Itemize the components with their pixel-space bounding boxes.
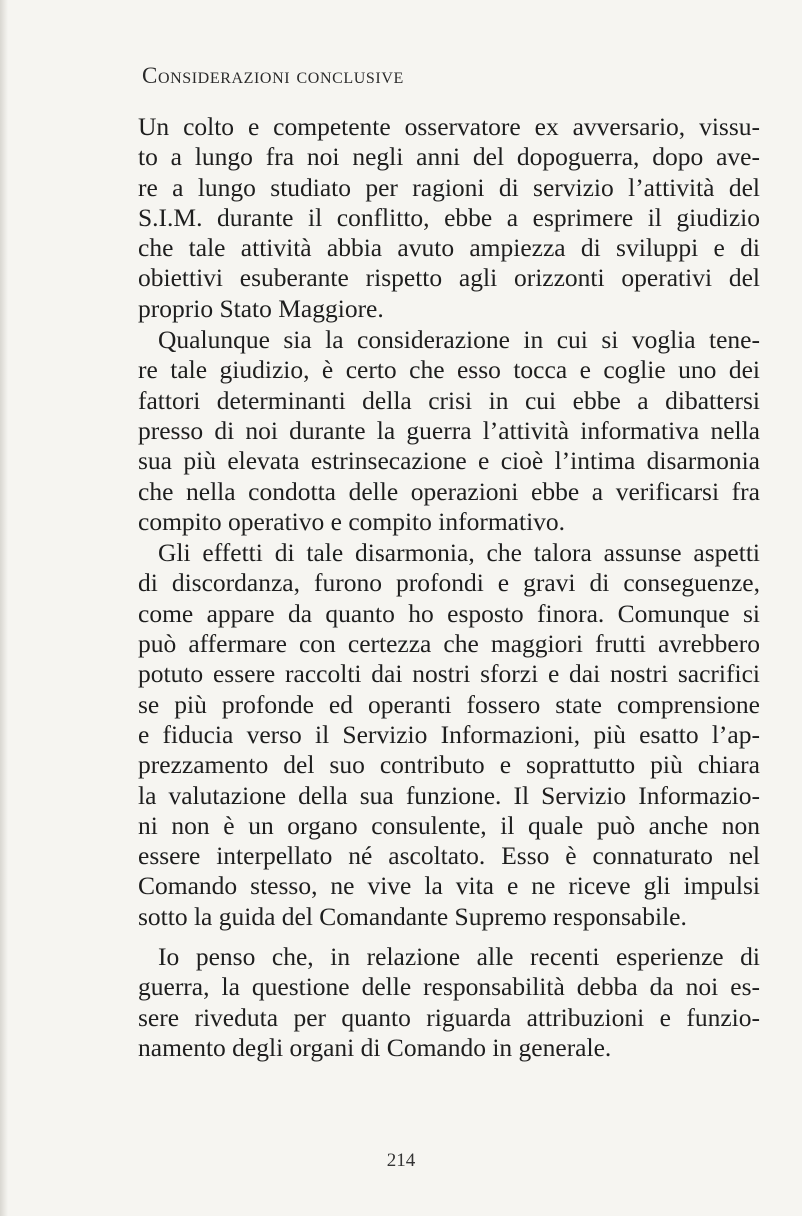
text-line: proprio Stato Maggiore. [138, 293, 384, 323]
page-edge-shadow [0, 0, 8, 1216]
text-line: la valutazione della sua funzione. Il Servizio Informazio- [138, 780, 760, 810]
text-line: Io penso che, in relazione alle recenti esperienze di [158, 942, 760, 972]
text-line: e fiducia verso il Servizio Informazioni, più esatto l’ap- [138, 719, 760, 749]
running-head: Considerazioni conclusive [142, 63, 404, 88]
text-line: come appare da quanto ho esposto finora. Comunque si [138, 598, 760, 628]
text-line: prezzamento del suo contributo e soprattutto più chiara [138, 750, 760, 780]
text-line: fattori determinanti della crisi in cui ebbe a dibattersi [138, 385, 760, 415]
text-line: re tale giudizio, è certo che esso tocca e coglie uno dei [138, 355, 760, 385]
text-line: potuto essere raccolti dai nostri sforzi e dai nostri sacrifici [138, 659, 760, 689]
text-line: namento degli organi di Comando in generale. [138, 1032, 612, 1062]
text-line: ni non è un organo consulente, il quale può anche non [138, 810, 760, 840]
text-line: obiettivi esuberante rispetto agli orizzonti operativi del [138, 263, 760, 293]
text-line: Un colto e competente osservatore ex avversario, vissu- [138, 112, 760, 141]
text-line: se più profonde ed operanti fossero state comprensione [138, 689, 760, 719]
text-line: compito operativo e compito informativo. [138, 506, 566, 536]
text-line: Qualunque sia la considerazione in cui si voglia tene- [158, 325, 760, 355]
paragraph-2 [138, 325, 760, 537]
text-line: presso di noi durante la guerra l’attività informativa nella [138, 415, 760, 445]
text-line: to a lungo fra noi negli anni del dopoguerra, dopo ave- [138, 142, 760, 172]
paragraph-3 [138, 538, 760, 932]
text-line: di discordanza, furono profondi e gravi di conseguenze, [138, 568, 760, 598]
page-number: 214 [386, 1150, 416, 1171]
text-line: che tale attività abbia avuto ampiezza di sviluppi e di [138, 233, 760, 263]
text-line: guerra, la questione delle responsabilità debba da noi es- [138, 972, 760, 1002]
text-line: sotto la guida del Comandante Supremo responsabile. [138, 901, 687, 931]
text-line: Gli effetti di tale disarmonia, che talora assunse aspetti [158, 538, 760, 568]
text-line: che nella condotta delle operazioni ebbe a verificarsi fra [138, 476, 760, 506]
text-line: può affermare con certezza che maggiori frutti avrebbero [138, 629, 760, 659]
paragraph-4 [138, 942, 760, 1063]
text-line: re a lungo studiato per ragioni di servizio l’attività del [138, 172, 760, 202]
text-line: essere interpellato né ascoltato. Esso è connaturato nel [138, 841, 760, 871]
paragraph-1 [138, 112, 760, 324]
text-line: S.I.M. durante il conflitto, ebbe a esprimere il giudizio [138, 202, 760, 232]
body-text [138, 112, 760, 1063]
text-line: sere riveduta per quanto riguarda attribuzioni e funzio- [138, 1002, 760, 1032]
text-line: Comando stesso, ne vive la vita e ne riceve gli impulsi [138, 871, 760, 901]
text-line: sua più elevata estrinsecazione e cioè l’intima disarmonia [138, 446, 760, 476]
